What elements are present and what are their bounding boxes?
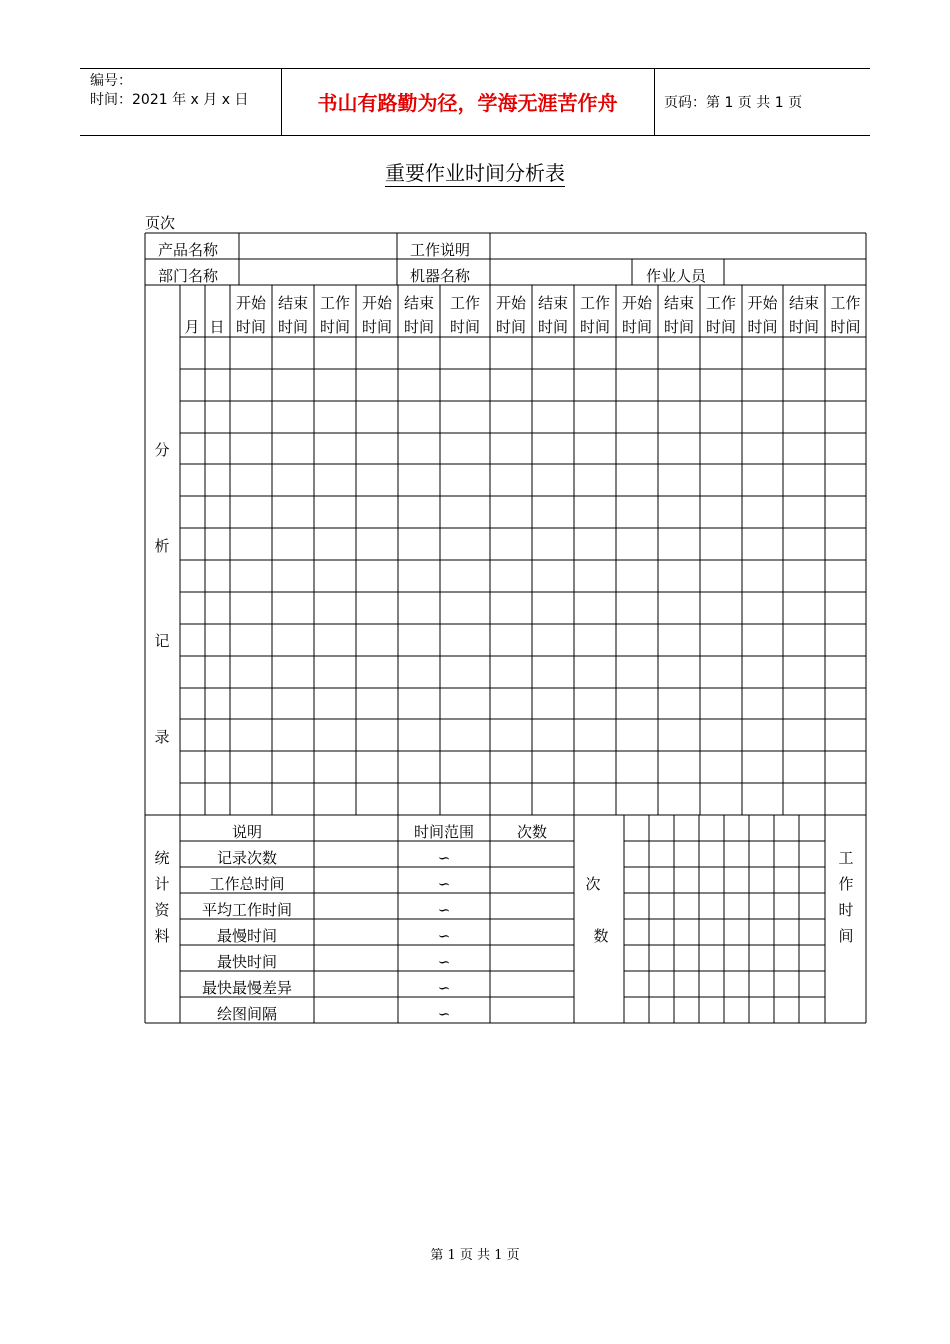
- slowest-time-range-mark: ∽: [437, 927, 451, 945]
- fastest-time-range-mark: ∽: [437, 953, 451, 971]
- work-time-header-sub-5: 时间: [830, 318, 861, 336]
- document-date: 时间：2021 年 x 月 x 日: [90, 92, 249, 108]
- end-time-header-3: 结束: [537, 294, 569, 312]
- record-side-label-2: 记: [154, 632, 170, 650]
- end-time-header-sub-3: 时间: [537, 318, 569, 336]
- chart-x-label-0: 工: [838, 849, 854, 867]
- start-time-header-sub-1: 时间: [235, 318, 267, 336]
- work-time-header-3: 工作: [579, 294, 611, 312]
- total-work-time-label: 工作总时间: [209, 875, 285, 893]
- stats-range-header: 时间范围: [413, 823, 475, 841]
- document-number-label: 编号：: [90, 73, 132, 89]
- page-title-text: 重要作业时间分析表: [385, 161, 565, 185]
- start-time-header-3: 开始: [495, 294, 527, 312]
- fastest-time-label: 最快时间: [216, 953, 278, 971]
- record-side-label-0: 分: [154, 441, 170, 459]
- start-time-header-4: 开始: [621, 294, 653, 312]
- stats-side-label-1: 计: [154, 875, 170, 893]
- end-time-header-4: 结束: [663, 294, 695, 312]
- end-time-header-sub-4: 时间: [663, 318, 695, 336]
- average-work-time-range-mark: ∽: [437, 901, 451, 919]
- record-count-range-mark: ∽: [437, 849, 451, 867]
- product-name-label: 产品名称: [158, 241, 219, 259]
- chart-x-label-1: 作: [838, 875, 854, 893]
- record-side-label-1: 析: [154, 537, 170, 555]
- start-time-header-5: 开始: [747, 294, 778, 312]
- average-work-time-label: 平均工作时间: [201, 901, 293, 919]
- start-time-header-2: 开始: [361, 294, 393, 312]
- page-count-label: 页次: [145, 214, 176, 232]
- end-time-header-sub-2: 时间: [403, 318, 435, 336]
- end-time-header-sub-5: 时间: [788, 318, 820, 336]
- record-count-label: 记录次数: [216, 849, 278, 867]
- work-time-header-4: 工作: [705, 294, 737, 312]
- chart-y-label-0: 次: [585, 875, 601, 893]
- department-name-label: 部门名称: [158, 267, 219, 285]
- start-time-header-sub-5: 时间: [747, 318, 778, 336]
- stats-count-header: 次数: [516, 823, 548, 841]
- month-column-header: 月: [184, 318, 200, 336]
- chart-x-label-3: 间: [838, 927, 854, 945]
- record-side-label-3: 录: [154, 728, 170, 746]
- work-description-label: 工作说明: [410, 241, 471, 259]
- work-time-header-2: 工作: [449, 294, 481, 312]
- machine-name-label: 机器名称: [410, 267, 471, 285]
- day-column-header: 日: [209, 318, 225, 336]
- work-time-header-1: 工作: [319, 294, 351, 312]
- work-time-header-sub-4: 时间: [705, 318, 737, 336]
- end-time-header-sub-1: 时间: [277, 318, 309, 336]
- work-time-header-sub-1: 时间: [319, 318, 351, 336]
- work-time-header-sub-2: 时间: [449, 318, 481, 336]
- fast-slow-difference-label: 最快最慢差异: [201, 979, 293, 997]
- chart-x-label-2: 时: [838, 901, 854, 919]
- chart-y-label-1: 数: [593, 927, 609, 945]
- operator-label: 作业人员: [646, 267, 707, 285]
- slowest-time-label: 最慢时间: [216, 927, 278, 945]
- plot-interval-range-mark: ∽: [437, 1005, 451, 1023]
- fast-slow-difference-range-mark: ∽: [437, 979, 451, 997]
- header-motto: 书山有路勤为径，学海无涯苦作舟: [317, 91, 618, 115]
- stats-side-label-3: 料: [154, 927, 170, 945]
- total-work-time-range-mark: ∽: [437, 875, 451, 893]
- plot-interval-label: 绘图间隔: [216, 1005, 278, 1023]
- work-time-header-sub-3: 时间: [579, 318, 611, 336]
- start-time-header-sub-4: 时间: [621, 318, 653, 336]
- start-time-header-sub-2: 时间: [361, 318, 393, 336]
- work-time-header-5: 工作: [830, 294, 861, 312]
- end-time-header-5: 结束: [788, 294, 820, 312]
- end-time-header-1: 结束: [277, 294, 309, 312]
- header-page-info: 页码：第 1 页 共 1 页: [664, 95, 803, 111]
- stats-side-label-2: 资: [154, 901, 170, 919]
- start-time-header-1: 开始: [235, 294, 267, 312]
- stats-side-label-0: 统: [154, 849, 170, 867]
- stats-description-header: 说明: [231, 823, 263, 841]
- start-time-header-sub-3: 时间: [495, 318, 527, 336]
- page-footer: 第 1 页 共 1 页: [430, 1248, 520, 1263]
- end-time-header-2: 结束: [403, 294, 435, 312]
